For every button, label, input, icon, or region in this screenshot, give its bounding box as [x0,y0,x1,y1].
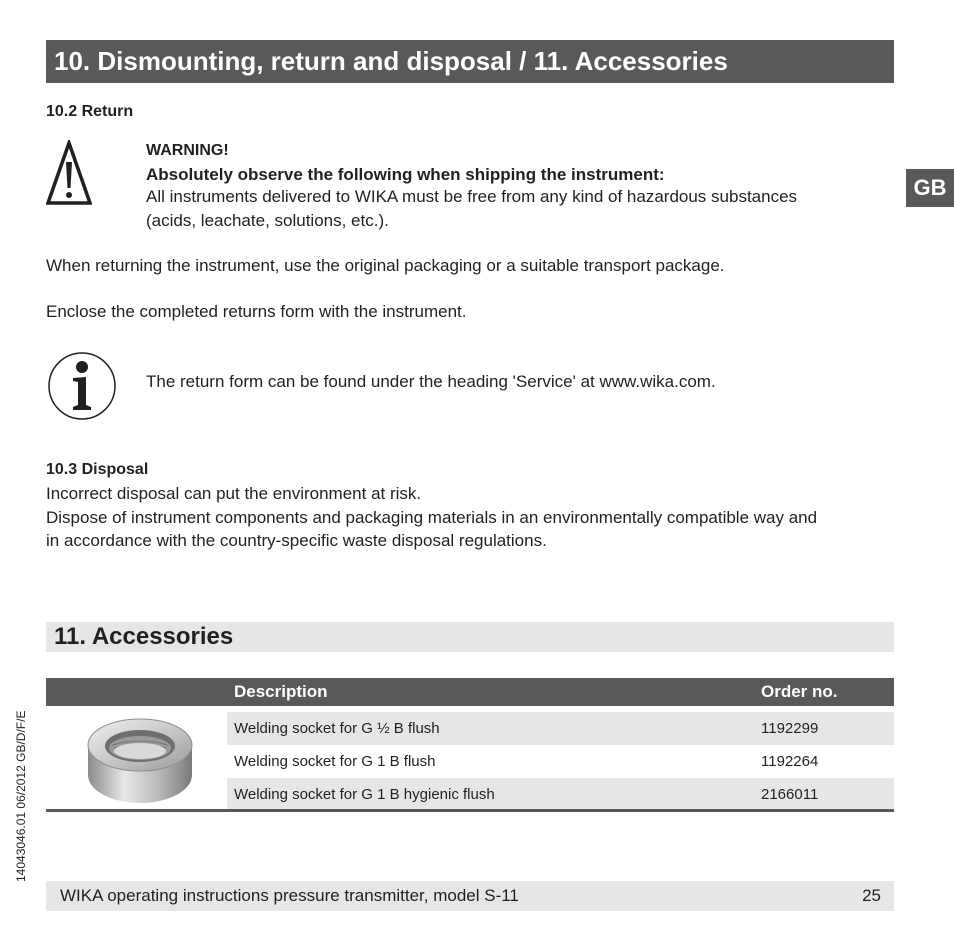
footer [46,881,894,911]
column-description: Description [234,682,328,701]
page-number: 25 [862,886,881,905]
info-text: The return form can be found under the heading 'Service' at www.wika.com. [146,372,716,391]
chapter-title: 10. Dismounting, return and disposal / 11. Accessories [46,40,894,83]
column-order-no: Order no. [761,682,838,701]
table-row [227,778,894,811]
return-heading: 10.2 Return [46,103,134,120]
warning-text-line1: All instruments delivered to WIKA must be free from any kind of hazardous substances [146,187,798,206]
document-code: 14043046.01 06/2012 GB/D/F/E [14,710,28,882]
row-order-no: 2166011 [761,786,819,803]
disposal-heading: 10.3 Disposal [46,461,149,478]
row-description: Welding socket for G 1 B hygienic flush [234,786,495,803]
info-icon [46,350,118,422]
table-bottom-rule [46,809,894,812]
disposal-line2: Dispose of instrument components and packaging materials in an environmentally compatible way and [46,508,818,527]
footer-text: WIKA operating instructions pressure transmitter, model S-11 [60,886,519,905]
welding-socket-image [84,715,196,807]
table-row [227,712,894,745]
warning-triangle-icon [46,140,92,206]
row-description: Welding socket for G ½ B flush [234,720,440,737]
return-paragraph-form: Enclose the completed returns form with the instrument. [46,302,467,321]
warning-title: WARNING! [146,142,229,159]
accessories-table-header [46,678,894,706]
language-tab: GB [906,169,954,207]
disposal-line1: Incorrect disposal can put the environment at risk. [46,484,422,503]
row-order-no: 1192264 [761,753,819,770]
row-order-no: 1192299 [761,720,819,737]
return-paragraph-packaging: When returning the instrument, use the original packaging or a suitable transport package. [46,256,725,275]
warning-subtitle: Absolutely observe the following when shipping the instrument: [146,165,665,184]
table-row [227,745,894,778]
accessories-title: 11. Accessories [46,622,894,652]
row-description: Welding socket for G 1 B flush [234,753,436,770]
warning-text-line2: (acids, leachate, solutions, etc.). [146,211,389,230]
disposal-line3: in accordance with the country-specific waste disposal regulations. [46,531,547,550]
